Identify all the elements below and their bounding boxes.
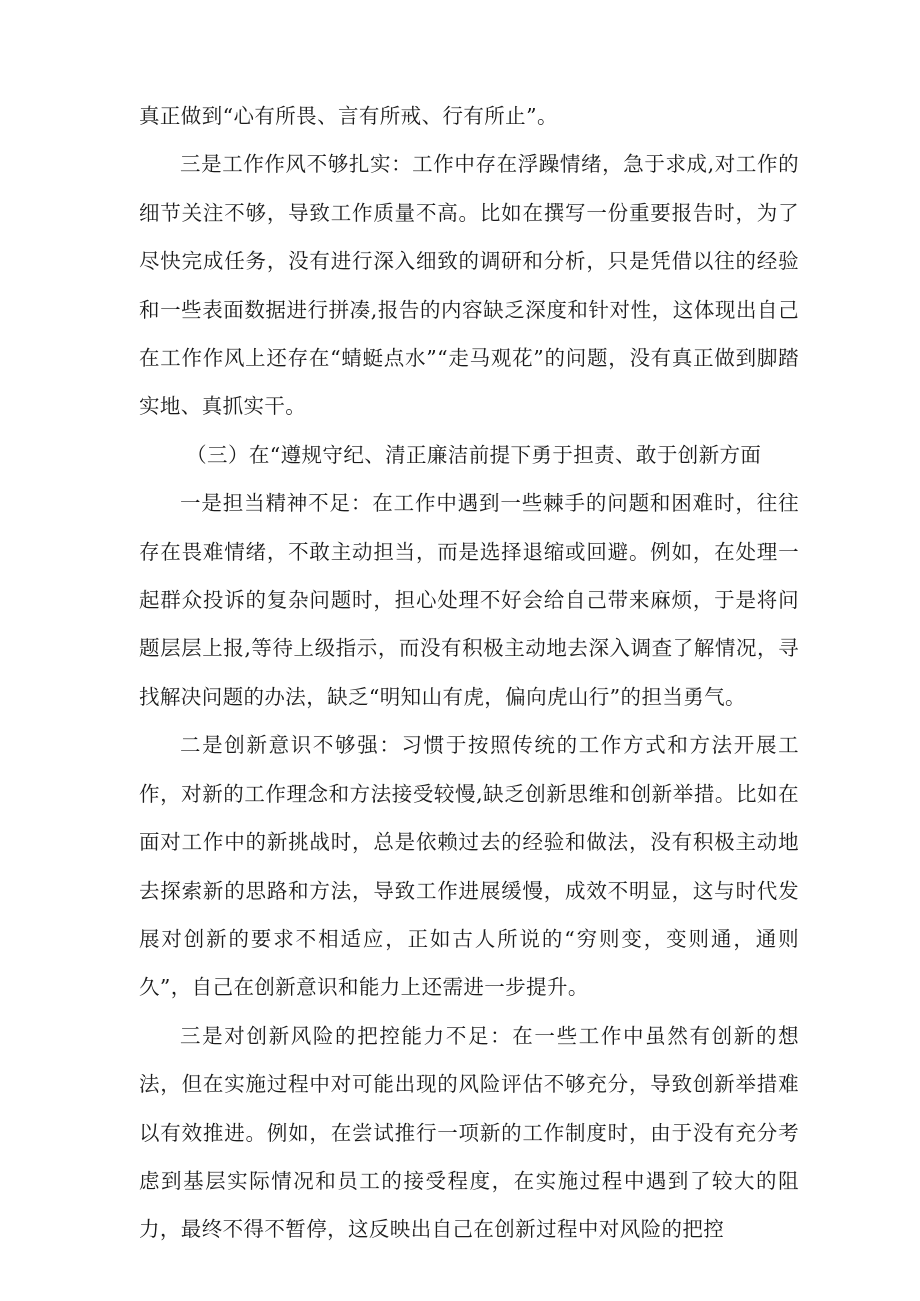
paragraph-innovation-awareness: 二是创新意识不够强：习惯于按照传统的工作方式和方法开展工作，对新的工作理念和方法接受较慢,缺乏创新思维和创新举措。比如在面对工作中的新挑战时，总是依赖过去的经验和做法，没有积极主动地去探索新的思路和方法，导致工作进展缓慢，成效不明显，这与时代发展对创新的要求不相适应，正如古人所说的“穷则变，变则通，通则久”，自己在创新意识和能力上还需进一步提升。 (139, 733, 799, 1000)
section-heading-three: （三）在“遵规守纪、清正廉洁前提下勇于担责、敢于创新方面 (186, 442, 762, 467)
paragraph-work-style: 三是工作作风不够扎实：工作中存在浮躁情绪，急于求成,对工作的细节关注不够，导致工作质量不高。比如在撰写一份重要报告时，为了尽快完成任务，没有进行深入细致的调研和分析，只是凭借以往的经验和一些表面数据进行拼凑,报告的内容缺乏深度和针对性，这体现出自己在工作作风上还存在“蜻蜓点水”“走马观花”的问题，没有真正做到脚踏实地、真抓实干。 (139, 152, 799, 419)
paragraph-innovation-risk: 三是对创新风险的把控能力不足：在一些工作中虽然有创新的想法，但在实施过程中对可能出现的风险评估不够充分，导致创新举措难以有效推进。例如，在尝试推行一项新的工作制度时，由于没有充分考虑到基层实际情况和员工的接受程度，在实施过程中遇到了较大的阻力，最终不得不暂停，这反映出自己在创新过程中对风险的把控 (139, 1023, 799, 1242)
paragraph-continuation: 真正做到“心有所畏、言有所戒、行有所止”。 (139, 104, 558, 128)
paragraph-responsibility: 一是担当精神不足：在工作中遇到一些棘手的问题和困难时，往往存在畏难情绪，不敢主动担当，而是选择退缩或回避。例如，在处理一起群众投诉的复杂问题时，担心处理不好会给自己带来麻烦，于是将问题层层上报,等待上级指示，而没有积极主动地去深入调查了解情况，寻找解决问题的办法，缺乏“明知山有虎，偏向虎山行”的担当勇气。 (139, 491, 799, 709)
document-page (139, 92, 799, 1254)
